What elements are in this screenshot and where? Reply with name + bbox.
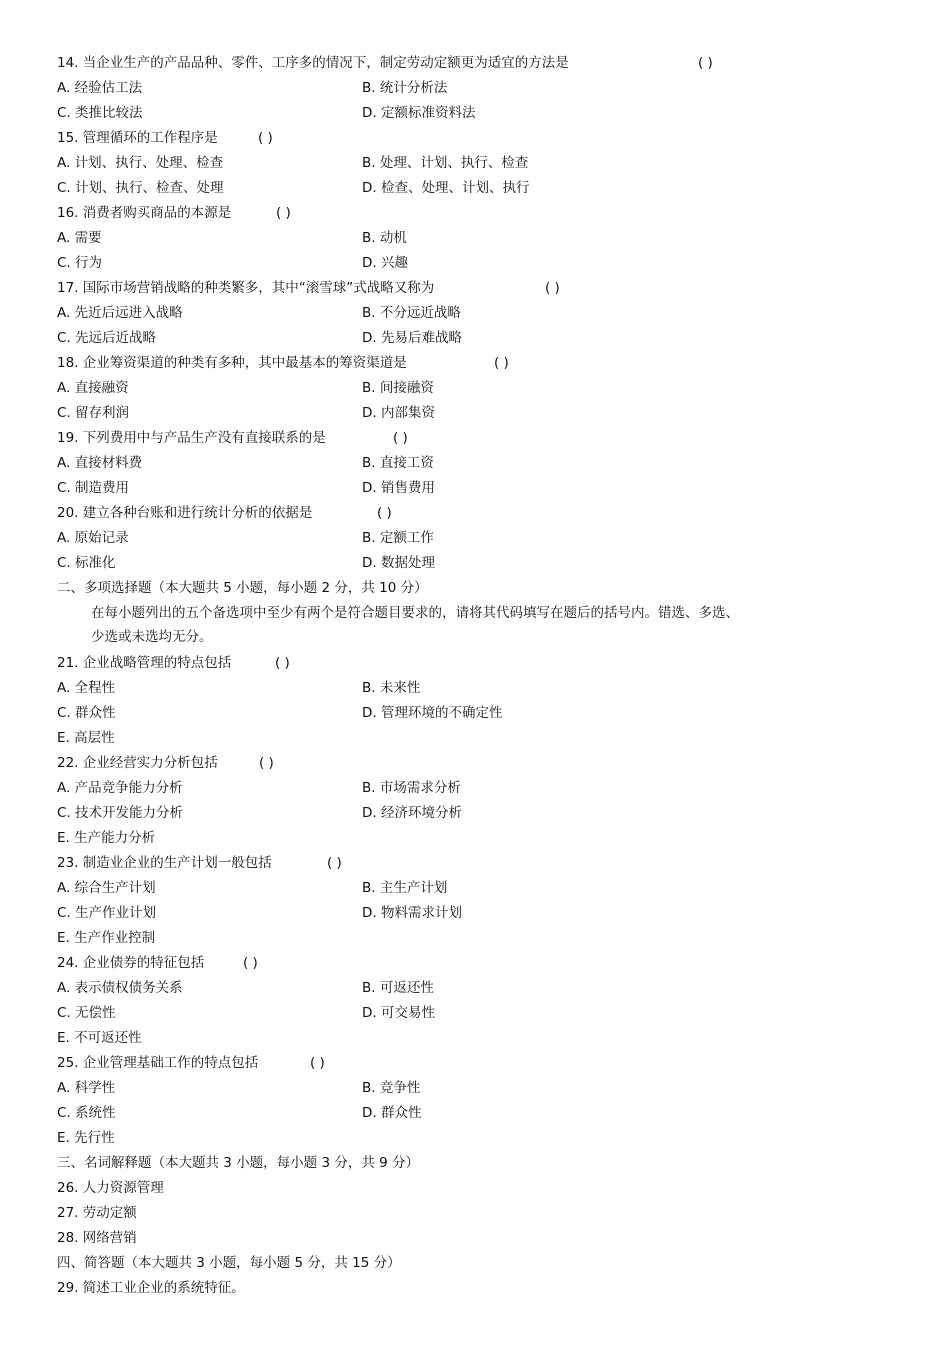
- option-e: E. 高层性: [57, 730, 115, 746]
- option-left: C. 群众性: [57, 705, 116, 721]
- option-left: C. 标准化: [57, 555, 116, 571]
- option-left: C. 先远后近战略: [57, 330, 157, 346]
- option-left: A. 经验估工法: [57, 80, 143, 96]
- option-right: B. 未来性: [362, 680, 421, 696]
- option-left: A. 直接材料费: [57, 455, 143, 471]
- option-row: [57, 151, 529, 176]
- option-row: [57, 101, 476, 126]
- option-left: A. 原始记录: [57, 530, 129, 546]
- option-e: E. 不可返还性: [57, 1030, 142, 1046]
- answer-bracket: ( ): [276, 205, 291, 221]
- option-row: [57, 251, 408, 276]
- question-stem: [57, 651, 290, 676]
- answer-bracket: ( ): [377, 505, 392, 521]
- option-left: A. 直接融资: [57, 380, 129, 396]
- question-stem: [57, 51, 713, 76]
- option-row: [57, 901, 462, 926]
- option-left: A. 需要: [57, 230, 102, 246]
- option-left: C. 类推比较法: [57, 105, 143, 121]
- option-right: D. 先易后难战略: [362, 330, 462, 346]
- option-right: B. 动机: [362, 230, 407, 246]
- option-right: B. 可返还性: [362, 980, 434, 996]
- option-left: A. 全程性: [57, 680, 116, 696]
- question-text: 18. 企业筹资渠道的种类有多种，其中最基本的筹资渠道是: [57, 355, 407, 371]
- question-stem: [57, 1051, 325, 1076]
- option-right: D. 定额标准资料法: [362, 105, 476, 121]
- answer-bracket: ( ): [494, 355, 509, 371]
- section-2-note-2: 少选或未选均无分。: [91, 629, 213, 645]
- option-row: [57, 676, 421, 701]
- option-right: B. 间接融资: [362, 380, 434, 396]
- question-text: 17. 国际市场营销战略的种类繁多，其中“滚雪球”式战略又称为: [57, 280, 435, 296]
- question-stem: [57, 851, 342, 876]
- option-right: D. 经济环境分析: [362, 805, 462, 821]
- question-text: 19. 下列费用中与产品生产没有直接联系的是: [57, 430, 326, 446]
- option-right: D. 内部集资: [362, 405, 435, 421]
- option-row: [57, 976, 434, 1001]
- option-row: [57, 376, 434, 401]
- option-e: E. 先行性: [57, 1130, 115, 1146]
- option-row: [57, 476, 435, 501]
- option-left: C. 留存利润: [57, 405, 130, 421]
- answer-bracket: ( ): [275, 655, 290, 671]
- option-right: D. 物料需求计划: [362, 905, 462, 921]
- option-left: A. 产品竞争能力分析: [57, 780, 183, 796]
- option-row: [57, 301, 461, 326]
- option-left: C. 系统性: [57, 1105, 116, 1121]
- section-2-title: 二、多项选择题（本大题共 5 小题，每小题 2 分，共 10 分）: [57, 580, 428, 596]
- option-row: [57, 776, 461, 801]
- section-3-title: 三、名词解释题（本大题共 3 小题，每小题 3 分，共 9 分）: [57, 1155, 420, 1171]
- option-left: C. 行为: [57, 255, 103, 271]
- option-right: B. 处理、计划、执行、检查: [362, 155, 529, 171]
- answer-bracket: ( ): [545, 280, 560, 296]
- question-text: 16. 消费者购买商品的本源是: [57, 205, 232, 221]
- option-left: A. 表示债权债务关系: [57, 980, 183, 996]
- option-right: D. 数据处理: [362, 555, 435, 571]
- option-row: [57, 226, 407, 251]
- option-right: B. 主生产计划: [362, 880, 448, 896]
- option-row: [57, 176, 530, 201]
- option-right: D. 群众性: [362, 1105, 422, 1121]
- answer-bracket: ( ): [259, 755, 274, 771]
- answer-bracket: ( ): [698, 55, 713, 71]
- option-row: [57, 1101, 422, 1126]
- question-stem: [57, 951, 258, 976]
- question-stem: [57, 351, 509, 376]
- question-text: 21. 企业战略管理的特点包括: [57, 655, 232, 671]
- option-right: D. 销售费用: [362, 480, 435, 496]
- option-left: A. 综合生产计划: [57, 880, 156, 896]
- option-right: B. 不分远近战略: [362, 305, 461, 321]
- question-stem: [57, 276, 560, 301]
- option-row: [57, 1001, 435, 1026]
- option-row: [57, 451, 434, 476]
- option-right: D. 兴趣: [362, 255, 408, 271]
- section-4-title: 四、简答题（本大题共 3 小题，每小题 5 分，共 15 分）: [57, 1255, 401, 1271]
- option-left: A. 计划、执行、处理、检查: [57, 155, 224, 171]
- section-2-note-1: 在每小题列出的五个备选项中至少有两个是符合题目要求的，请将其代码填写在题后的括号内。错选、多选、: [91, 605, 739, 621]
- term-item: 26. 人力资源管理: [57, 1180, 164, 1196]
- option-right: D. 可交易性: [362, 1005, 435, 1021]
- question-stem: [57, 126, 273, 151]
- question-text: 25. 企业管理基础工作的特点包括: [57, 1055, 259, 1071]
- question-stem: [57, 751, 274, 776]
- option-right: B. 定额工作: [362, 530, 434, 546]
- option-row: [57, 876, 448, 901]
- option-e: E. 生产作业控制: [57, 930, 156, 946]
- option-row: [57, 551, 435, 576]
- question-text: 22. 企业经营实力分析包括: [57, 755, 218, 771]
- option-row: [57, 526, 434, 551]
- option-row: [57, 801, 462, 826]
- option-left: C. 制造费用: [57, 480, 130, 496]
- option-right: B. 市场需求分析: [362, 780, 461, 796]
- option-left: A. 科学性: [57, 1080, 116, 1096]
- option-right: B. 直接工资: [362, 455, 434, 471]
- option-right: B. 统计分析法: [362, 80, 448, 96]
- option-row: [57, 1076, 421, 1101]
- option-left: C. 无偿性: [57, 1005, 116, 1021]
- option-row: [57, 76, 448, 101]
- question-text: 23. 制造业企业的生产计划一般包括: [57, 855, 272, 871]
- option-left: C. 生产作业计划: [57, 905, 157, 921]
- option-row: [57, 701, 503, 726]
- option-left: C. 计划、执行、检查、处理: [57, 180, 224, 196]
- term-item: 27. 劳动定额: [57, 1205, 137, 1221]
- option-right: B. 竞争性: [362, 1080, 421, 1096]
- option-e: E. 生产能力分析: [57, 830, 156, 846]
- option-left: A. 先近后远进入战略: [57, 305, 183, 321]
- answer-bracket: ( ): [258, 130, 273, 146]
- question-text: 15. 管理循环的工作程序是: [57, 130, 218, 146]
- option-row: [57, 401, 435, 426]
- term-item: 28. 网络营销: [57, 1230, 137, 1246]
- question-stem: [57, 201, 291, 226]
- option-left: C. 技术开发能力分析: [57, 805, 184, 821]
- answer-bracket: ( ): [393, 430, 408, 446]
- answer-bracket: ( ): [243, 955, 258, 971]
- answer-bracket: ( ): [327, 855, 342, 871]
- short-answer-item: 29. 简述工业企业的系统特征。: [57, 1280, 245, 1296]
- question-text: 14. 当企业生产的产品品种、零件、工序多的情况下，制定劳动定额更为适宜的方法是: [57, 55, 569, 71]
- question-text: 24. 企业债券的特征包括: [57, 955, 205, 971]
- answer-bracket: ( ): [310, 1055, 325, 1071]
- option-right: D. 检查、处理、计划、执行: [362, 180, 530, 196]
- question-stem: [57, 426, 408, 451]
- question-stem: [57, 501, 392, 526]
- option-row: [57, 326, 462, 351]
- option-right: D. 管理环境的不确定性: [362, 705, 503, 721]
- question-text: 20. 建立各种台账和进行统计分析的依据是: [57, 505, 313, 521]
